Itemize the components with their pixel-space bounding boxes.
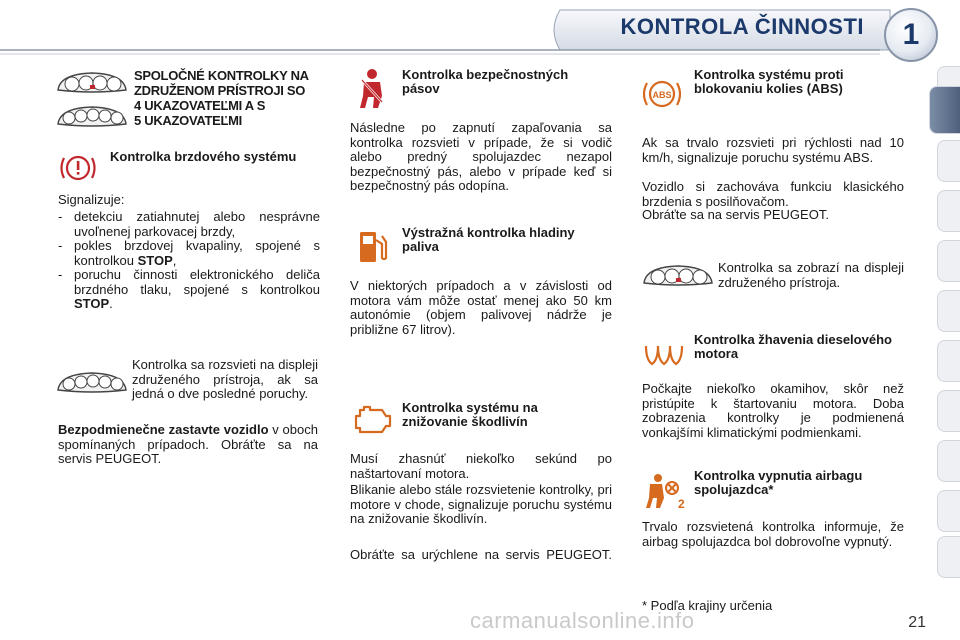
stop-vehicle-note	[58, 423, 318, 467]
side-tab[interactable]	[937, 390, 960, 432]
side-tab[interactable]	[937, 440, 960, 482]
chapter-badge: 1	[884, 8, 938, 62]
svg-text:ABS: ABS	[652, 90, 672, 100]
footnote: * Podľa krajiny určenia	[642, 598, 773, 613]
cluster-4-gauge-icon	[56, 70, 128, 94]
page-title: KONTROLA ČINNOSTI	[620, 14, 864, 39]
fuel-title: Výstražná kontrolka hladiny paliva	[402, 225, 575, 254]
heading-line: SPOLOČNÉ KONTROLKY NA	[134, 68, 309, 83]
list-item	[58, 239, 320, 268]
side-tab[interactable]	[937, 190, 960, 232]
common-indicators-heading	[134, 68, 344, 128]
abs-text-3: Obráťte sa na servis PEUGEOT.	[642, 207, 829, 222]
fuel-text: V niektorých prípadoch a v závislosti od motora vám môže ostať menej ako 50 km autonómie (objem palivovej nádrže je približne 67 litrov).	[350, 278, 612, 337]
list-item-bold: STOP	[74, 296, 110, 311]
abs-text-2: Vozidlo si zachováva funkciu klasického brzdenia s posilňovačom.	[642, 179, 904, 209]
heading-line: 5 UKAZOVATEĽMI	[134, 113, 242, 128]
page-number: 21	[908, 614, 926, 631]
glow-title: Kontrolka žhavenia dieselového motora	[694, 332, 892, 361]
fuel-icon	[356, 228, 390, 266]
seatbelt-title: Kontrolka bezpečnostných pásov	[402, 67, 569, 96]
brake-conditions-list	[58, 210, 320, 312]
emission-title: Kontrolka systému na znižovanie škodlivín	[402, 400, 538, 429]
stop-bold: Bezpodmienečne zastavte vozidlo	[58, 422, 269, 437]
seatbelt-icon	[352, 66, 392, 110]
cluster-5-gauge-icon	[56, 104, 128, 128]
list-item-text: poruchu činnosti elektronického deliča brzdného tlaku, spojené s kontrolkou	[74, 267, 320, 297]
side-tab[interactable]	[937, 240, 960, 282]
brake-title: Kontrolka brzdového systému	[110, 149, 297, 164]
heading-line: ZDRUŽENOM PRÍSTROJI SO	[134, 83, 306, 98]
side-tab[interactable]	[937, 536, 960, 578]
abs-title: Kontrolka systému proti blokovaniu kolies (ABS)	[694, 67, 844, 96]
seatbelt-text: Následne po zapnutí zapaľovania sa kontrolka rozsvieti v prípade, že si vodič alebo predný spolujazdec nezapol bezpečnostný pás, alebo v prípade keď si bezpečnostný pás odopína.	[350, 120, 612, 193]
list-item-text: pokles brzdovej kvapaliny, spojené s kontrolkou	[74, 238, 320, 268]
abs-display-note: Kontrolka sa zobrazí na displeji združeného prístroja.	[718, 260, 904, 290]
list-item-end: .	[109, 296, 113, 311]
side-tab[interactable]	[937, 140, 960, 182]
chapter-side-tabs	[930, 66, 960, 576]
abs-text-1: Ak sa trvalo rozsvieti pri rýchlosti nad 10 km/h, signalizuje poruchu systému ABS.	[642, 135, 904, 165]
stop-rest: v oboch spomínaných prípadoch. Obráťte sa na servis PEUGEOT.	[58, 422, 318, 466]
brake-warning-icon	[58, 150, 98, 186]
heading-line: 4 UKAZOVATEĽMI A S	[134, 98, 266, 113]
side-tab-active[interactable]	[929, 86, 960, 134]
side-tab[interactable]	[937, 340, 960, 382]
glow-plug-icon	[642, 342, 686, 368]
display-note: Kontrolka sa rozsvieti na displeji združeného prístroja, ak sa jedná o dve posledné poruchy.	[132, 357, 318, 401]
page-header	[0, 0, 960, 62]
cluster-5-gauge-icon	[56, 370, 128, 394]
list-item-end: ,	[172, 252, 177, 268]
signals-label: Signalizuje:	[58, 192, 125, 207]
list-item	[58, 210, 320, 239]
side-tab[interactable]	[937, 290, 960, 332]
glow-text: Počkajte niekoľko okamihov, skôr než pristúpite k štartovaniu motora. Doba zobrazenia kontrolky je podmienená vonkajšími klimatickými podmienkami.	[642, 381, 904, 440]
abs-icon	[640, 76, 684, 112]
list-item-text: detekciu zatiahnutej alebo nesprávne uvoľnenej parkovacej brzdy,	[74, 209, 320, 239]
emission-text-1: Musí zhasnúť niekoľko sekúnd po naštartovaní motora.	[350, 451, 612, 481]
list-item-bold: STOP	[137, 252, 173, 268]
emission-text-3: Obráťte sa urýchlene na servis PEUGEOT.	[350, 547, 612, 562]
airbag-text: Trvalo rozsvietená kontrolka informuje, že airbag spolujazdca bol dobrovoľne vypnutý.	[642, 519, 904, 549]
emission-text-2: Blikanie alebo stále rozsvietenie kontrolky, pri motore v chode, signalizuje poruchu systému na znižovanie škodlivín.	[350, 482, 612, 526]
cluster-4-gauge-icon	[642, 263, 714, 287]
svg-text:2: 2	[678, 497, 685, 510]
list-item	[58, 268, 320, 312]
watermark: carmanualsonline.info	[470, 608, 695, 633]
airbag-title: Kontrolka vypnutia airbagu spolujazdca*	[694, 468, 863, 497]
side-tab[interactable]	[937, 490, 960, 532]
airbag-off-icon	[640, 470, 688, 510]
engine-emission-icon	[352, 404, 392, 436]
